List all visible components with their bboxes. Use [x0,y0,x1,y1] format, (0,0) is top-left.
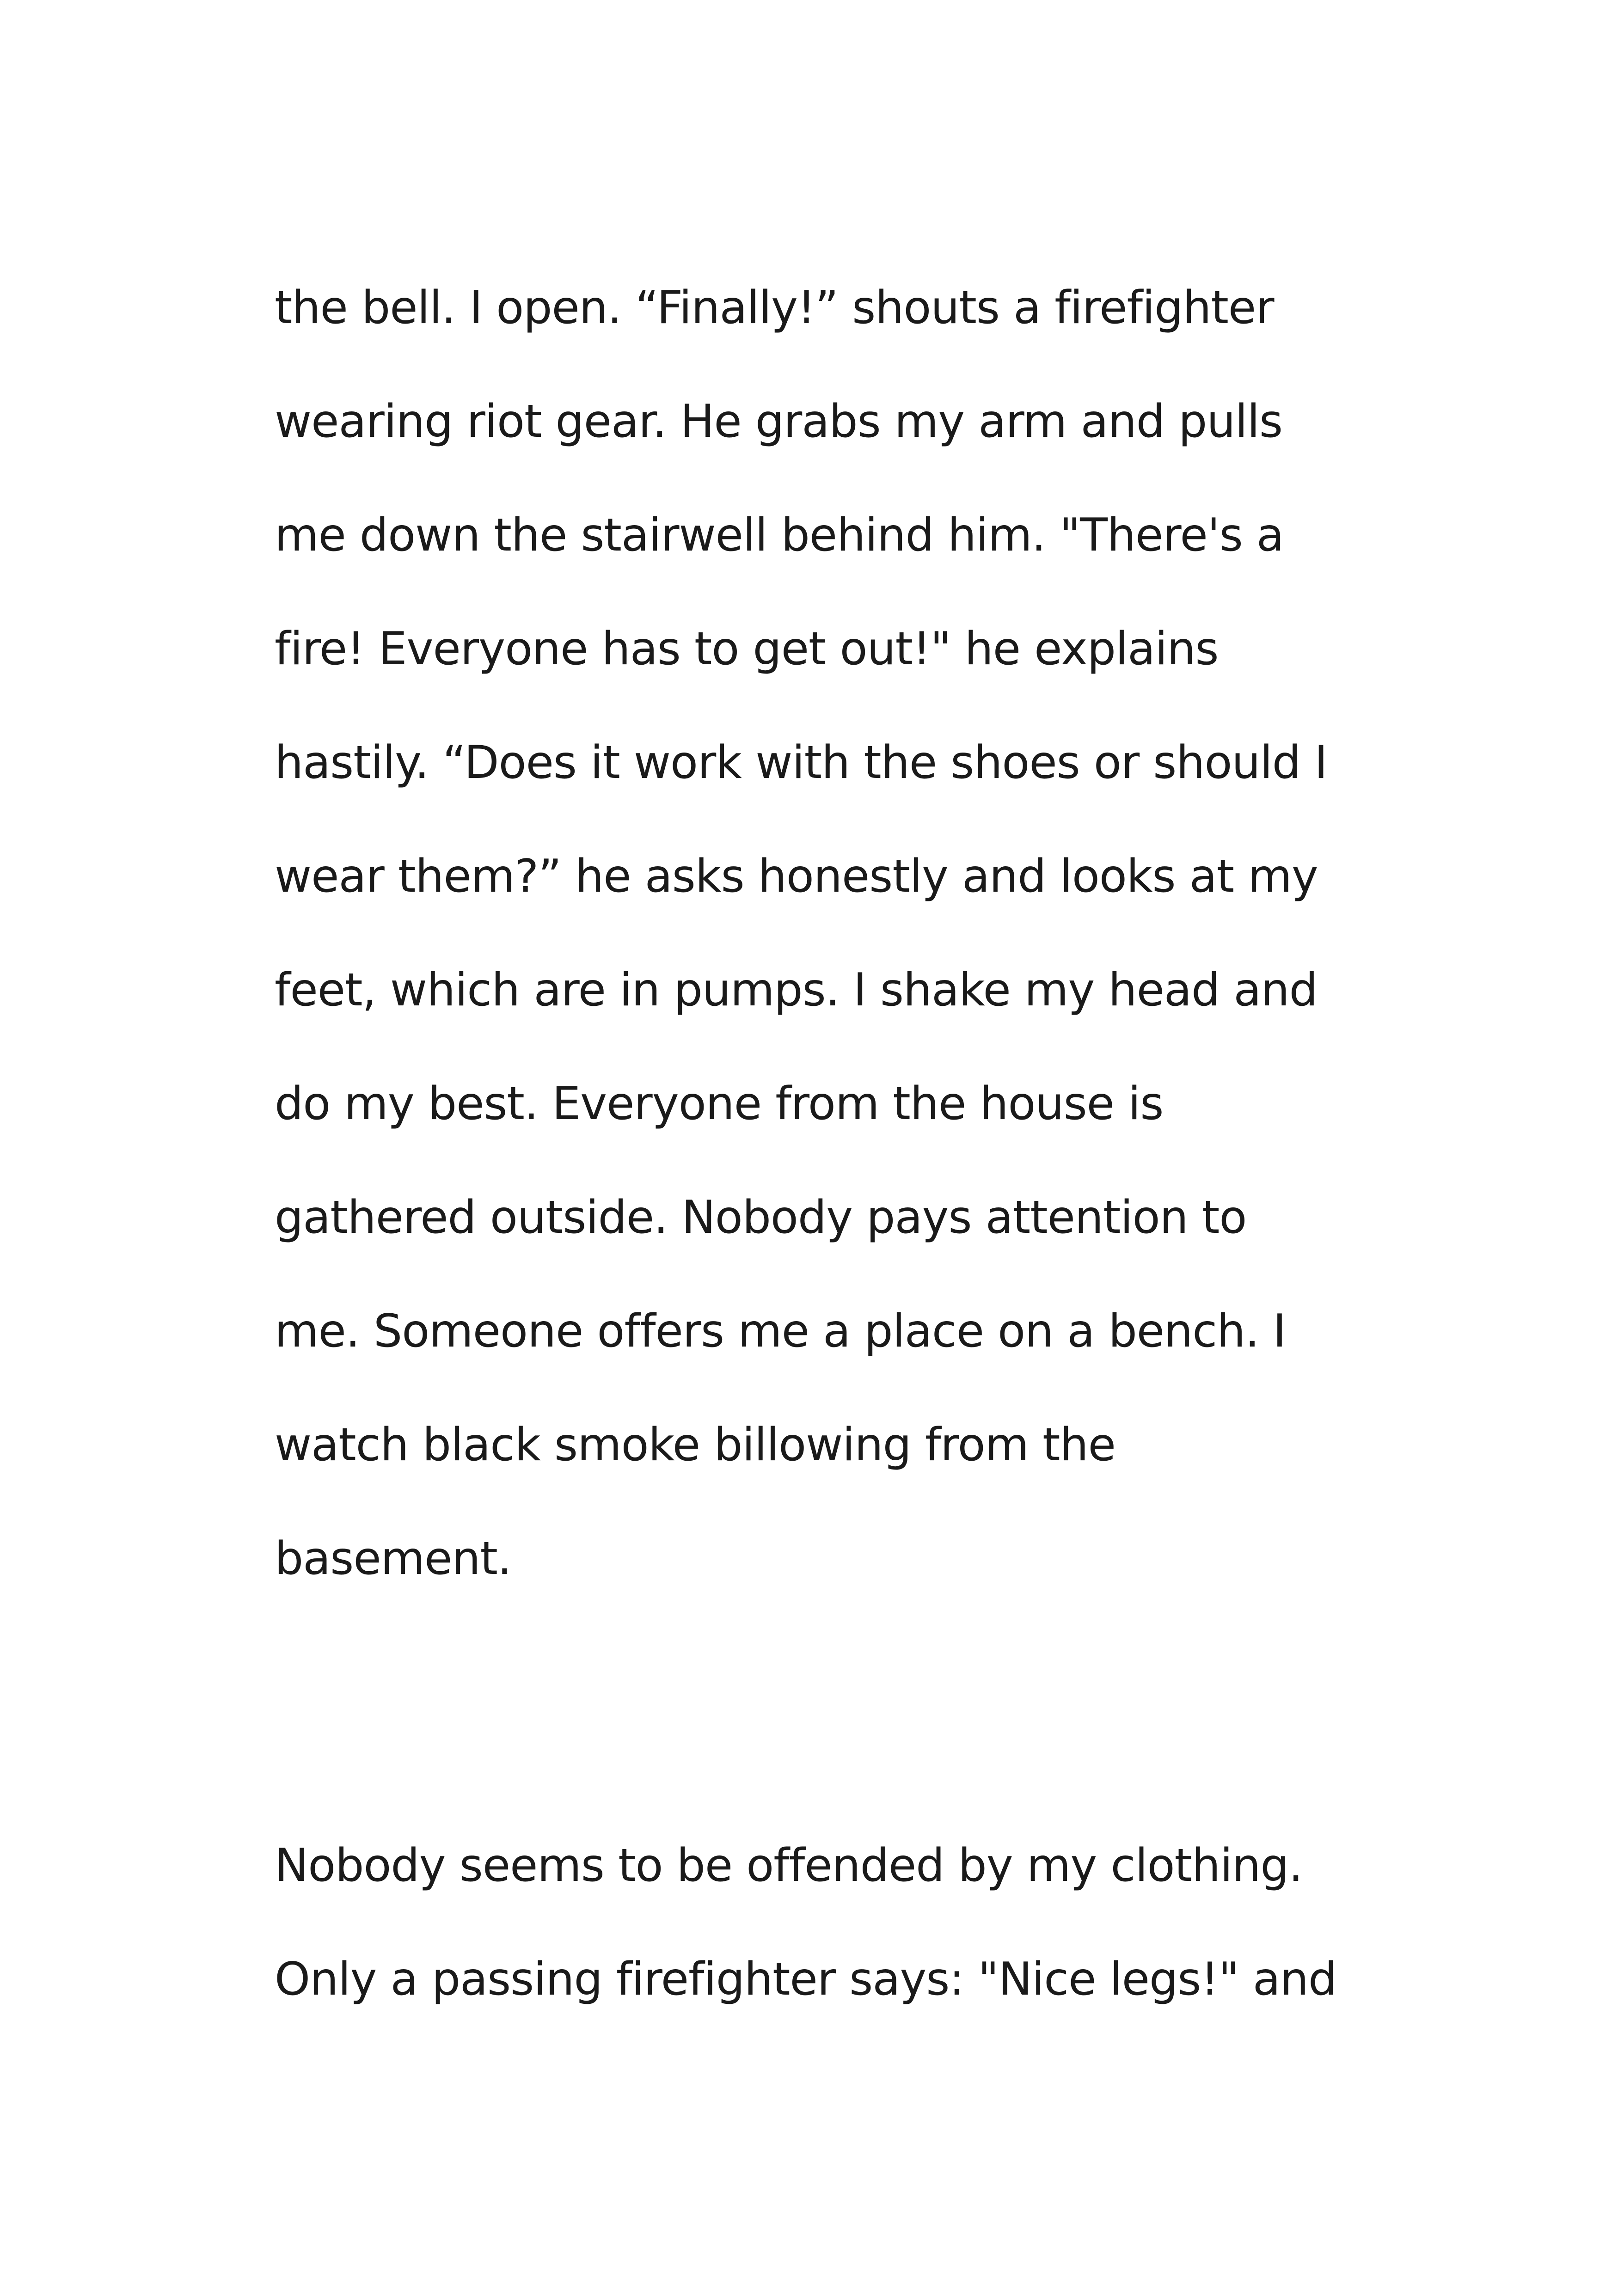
text-line: Only a passing firefighter says: "Nice legs!" and [275,1953,1337,2006]
text-line: feet, which are in pumps. I shake my head and [275,964,1318,1016]
text-line: the bell. I open. “Finally!” shouts a firefighter [275,282,1274,334]
text-line: Nobody seems to be offended by my clothing. [275,1839,1303,1892]
text-line: wear them?” he asks honestly and looks at my [275,850,1318,903]
paragraph-1 [275,251,1384,1616]
text-line: gathered outside. Nobody pays attention to [275,1191,1247,1244]
text-line: me down the stairwell behind him. "There's a [275,509,1284,562]
text-line: do my best. Everyone from the house is [275,1078,1164,1130]
text-line: me. Someone offers me a place on a bench. I [275,1305,1286,1358]
paragraph-2 [275,1809,1384,2036]
text-line: hastily. “Does it work with the shoes or should I [275,736,1328,789]
text-line: watch black smoke billowing from the [275,1419,1115,1471]
text-line: fire! Everyone has to get out!" he explains [275,623,1219,675]
text-line: wearing riot gear. He grabs my arm and pulls [275,395,1282,448]
text-line: basement. [275,1532,512,1585]
